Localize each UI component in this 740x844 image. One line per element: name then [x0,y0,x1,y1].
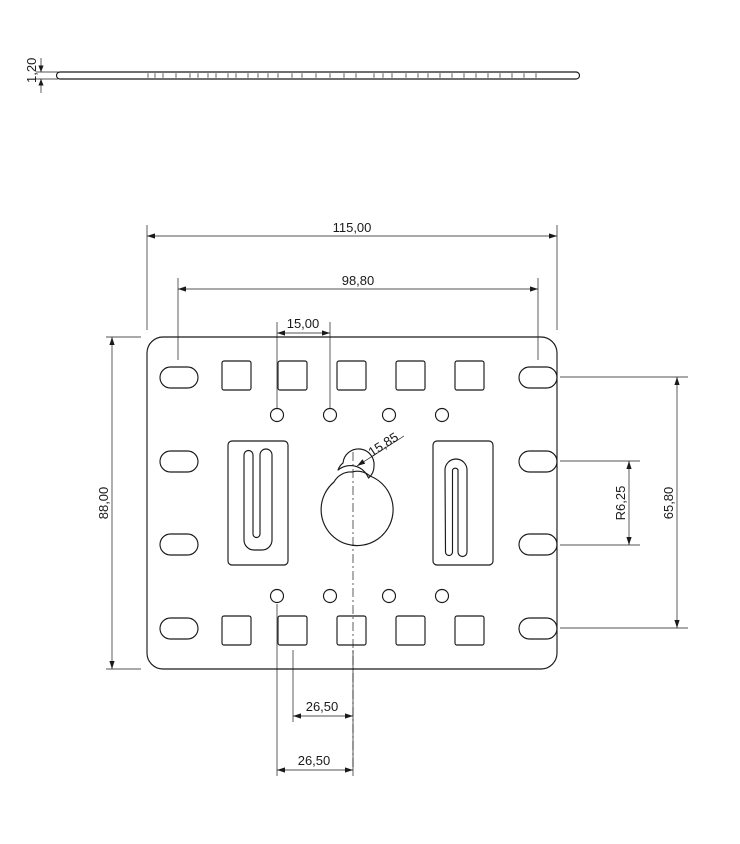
dimension-slot-span-label: 65,80 [661,486,676,520]
right-recess [433,441,493,565]
dimension-bottom-spacing-small-label: 26,50 [305,699,339,714]
dimension-overall-width-label: 115,00 [332,220,372,235]
left-mounting-slots [160,367,198,639]
dimension-thickness-label: 1,20 [24,57,39,83]
right-mounting-slots [519,367,557,639]
bottom-round-holes [271,590,449,603]
dimension-keyhole-radius-label: 15,85 [365,429,401,460]
dimension-bottom-spacing-small [293,650,353,722]
dimension-bottom-spacing-large [277,604,353,776]
top-round-holes [271,409,449,422]
dimension-inner-span [560,461,640,545]
left-recess [228,441,288,565]
dimension-thickness [24,58,58,93]
side-view-feature-ticks [148,73,536,78]
dimension-bottom-spacing-large-label: 26,50 [297,753,331,768]
center-keyhole [321,449,393,546]
top-square-cutouts [222,361,484,390]
dimension-hole-spacing-top [277,316,330,408]
dimension-inner-span-label: R6,25 [613,485,628,521]
front-view [96,220,688,776]
dimension-inner-width-label: 98,80 [341,273,375,288]
plate-outline [147,337,557,669]
dimension-overall-height-label: 88,00 [96,486,111,520]
dimension-inner-width [178,273,538,360]
dimension-hole-spacing-top-label: 15,00 [286,316,320,331]
dimension-keyhole-radius [357,429,404,466]
dimension-overall-height [96,337,141,669]
side-view [24,58,580,93]
